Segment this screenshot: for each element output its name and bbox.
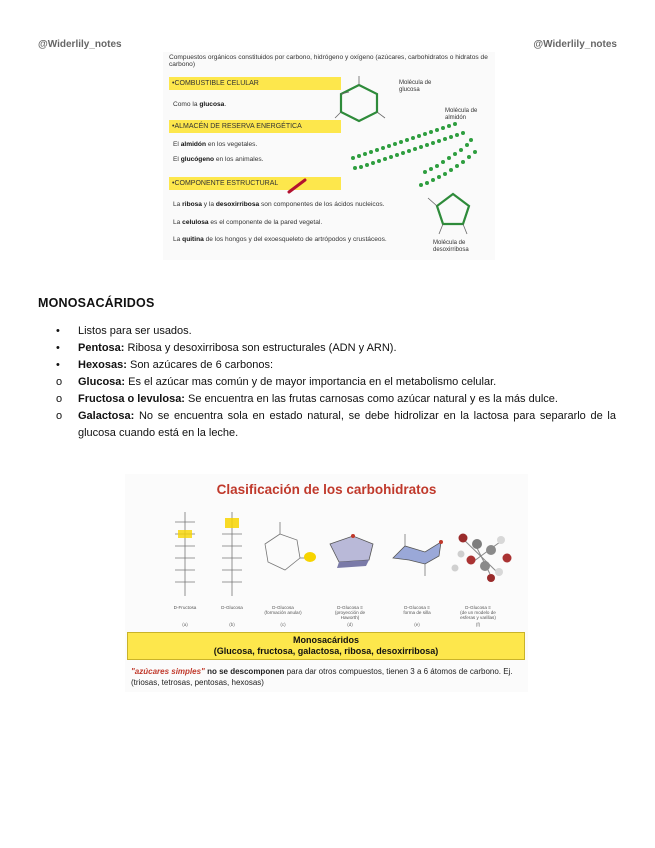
list-item: • Listos para ser usados. — [56, 325, 192, 337]
structural-line-cellulose: La celulosa es el componente de la pared vegetal. — [173, 219, 323, 226]
glucose-molecule-drawing — [335, 76, 385, 121]
list-item: • Pentosa: Ribosa y desoxirribosa son estructurales (ADN y ARN). — [56, 342, 397, 354]
list-item: o Glucosa: Es el azúcar mas común y de mayor importancia en el metabolismo celular. — [56, 376, 497, 388]
glucose-caption: Molécula de glucosa — [399, 80, 432, 93]
watermark-left: @Widerlily_notes — [38, 39, 122, 50]
glucose-ring-formation-drawing — [265, 522, 311, 570]
caption-letter-a: (a) — [182, 622, 188, 627]
caption-letter-d: (d) — [347, 622, 353, 627]
haworth-projection-drawing — [330, 534, 373, 568]
figure2-title: Clasificación de los carbohidratos — [216, 482, 437, 497]
fructose-chain-drawing — [175, 512, 195, 596]
starch-caption: Molécula de almidón — [445, 108, 478, 121]
caption-a: D-Fructosa — [173, 605, 197, 610]
caption-letter-f: (f) — [475, 622, 481, 627]
pointer-arrow — [289, 180, 305, 192]
section-header-fuel: •COMBUSTIBLE CELULAR — [169, 77, 341, 90]
caption-f: D-Glucosa ≡ (de un modelo de esferas y varillas) — [460, 605, 496, 621]
storage-line-glycogen: El glucógeno en los animales. — [173, 156, 264, 163]
list-item: • Hexosas: Son azúcares de 6 carbonos: — [56, 359, 274, 371]
caption-letter-c: (c) — [280, 622, 286, 627]
chair-form-drawing — [393, 534, 443, 576]
figure1-drawings — [163, 52, 495, 260]
monosaccharides-box-title: Monosacáridos — [292, 635, 359, 645]
structural-line-chitin: La quitina de los hongos y del exoesqueleto de artrópodos y crustáceos. — [173, 236, 387, 243]
storage-line-starch: El almidón en los vegetales. — [173, 141, 258, 148]
deoxyribose-molecule-drawing — [428, 194, 469, 234]
carbohydrate-classification-figure — [125, 474, 528, 692]
section-header-structural: •COMPONENTE ESTRUCTURAL — [169, 177, 341, 190]
watermark-right: @Widerlily_notes — [533, 39, 617, 50]
starch-chain-drawing — [351, 122, 477, 187]
caption-e: D-Glucosa ≡ forma de silla — [403, 605, 431, 616]
simple-sugars-note: "azúcares simples" no se descomponen para dar otros compuestos, tienen 3 a 6 átomos de carbono. Ej. (triosas, tetrosas, pentosas, hexosas) — [131, 667, 513, 687]
caption-b: D-Glucosa — [221, 605, 243, 610]
figure1-intro: Compuestos orgánicos constituidos por carbono, hidrógeno y oxígeno (azúcares, carbohidratos o hidratos de carbono) — [169, 54, 488, 69]
list-item: o Fructosa o levulosa: Se encuentra en las frutas carnosas como azúcar natural y es la más dulce. — [56, 393, 558, 405]
monosaccharides-box — [127, 632, 525, 660]
caption-letter-e: (e) — [414, 622, 420, 627]
figure2-drawings — [125, 474, 528, 624]
ball-and-stick-model-drawing — [452, 534, 512, 583]
caption-d: D-Glucosa ≡ (proyección de Haworth) — [334, 605, 366, 621]
caption-letter-b: (b) — [229, 622, 235, 627]
fuel-line: Como la glucosa. — [173, 101, 227, 108]
structural-line-ribose: La ribosa y la desoxirribosa son componentes de los ácidos nucleicos. — [173, 201, 385, 208]
caption-c: D-Glucosa (formación anular) — [264, 605, 302, 616]
carbohydrate-functions-figure — [163, 52, 495, 260]
list-item: o Galactosa: No se encuentra sola en estado natural, se debe hidrolizar en la lactosa para separarlo de la glucosa cuando está en la leche. — [56, 410, 616, 439]
monosaccharide-list — [56, 323, 616, 442]
monosaccharides-box-list: (Glucosa, fructosa, galactosa, ribosa, desoxirribosa) — [213, 646, 439, 656]
section-header-storage: •ALMACÉN DE RESERVA ENERGÉTICA — [169, 120, 341, 133]
deoxyribose-caption: Molécula de desoxirribosa — [433, 240, 469, 253]
section-title: MONOSACÁRIDOS — [38, 296, 155, 310]
